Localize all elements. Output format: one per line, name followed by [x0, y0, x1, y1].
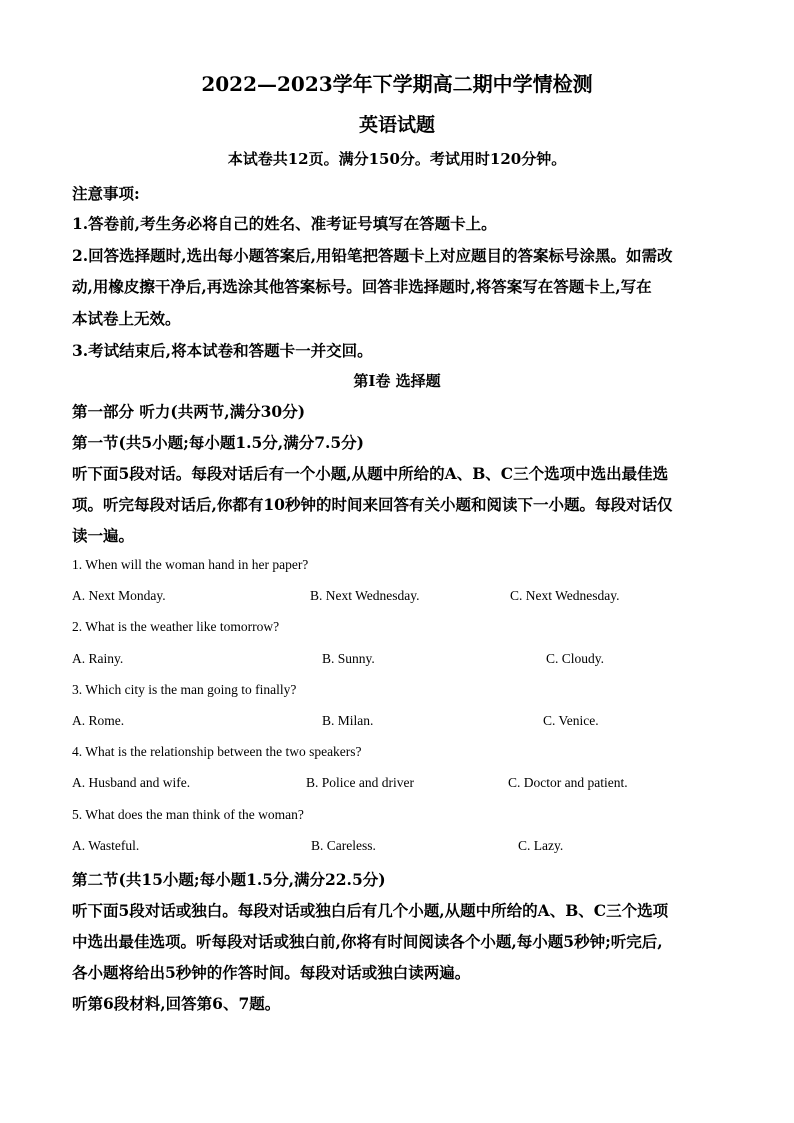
notice-item-2-line-1: 2.回答选择题时,选出每小题答案后,用铅笔把答题卡上对应题目的答案标号涂黑。如需改 — [72, 246, 673, 265]
question-4-option-a: A. Husband and wife. — [72, 775, 191, 790]
question-5: 5. What does the man think of the woman? — [72, 807, 304, 822]
question-5-option-b: B. Careless. — [311, 838, 376, 853]
section2-heading: 第二节(共15小题;每小题1.5分,满分22.5分) — [72, 870, 386, 889]
question-3-option-a: A. Rome. — [72, 713, 125, 728]
section1-instruction-line-1: 听下面5段对话。每段对话后有一个小题,从题中所给的A、B、C三个选项中选出最佳选 — [72, 464, 669, 483]
section1-heading: 第一节(共5小题;每小题1.5分,满分7.5分) — [72, 433, 365, 452]
question-2: 2. What is the weather like tomorrow? — [72, 619, 280, 634]
question-4-option-b: B. Police and driver — [306, 775, 414, 790]
section1-instruction-line-3: 读一遍。 — [72, 526, 135, 545]
notice-item-3: 3.考试结束后,将本试卷和答题卡一并交回。 — [72, 341, 373, 360]
section2-instruction-line-3: 各小题将给出5秒钟的作答时间。每段对话或独白读两遍。 — [72, 963, 471, 982]
section1-instruction-line-2: 项。听完每段对话后,你都有10秒钟的时间来回答有关小题和阅读下一小题。每段对话仅 — [72, 495, 673, 514]
question-3-option-c: C. Venice. — [543, 713, 599, 728]
volume-heading: 第Ⅰ卷 选择题 — [353, 372, 441, 390]
exam-info: 本试卷共12页。满分150分。考试用时120分钟。 — [227, 150, 567, 168]
question-2-option-a: A. Rainy. — [72, 651, 124, 666]
question-2-option-c: C. Cloudy. — [546, 651, 605, 666]
exam-title: 2022—2023学年下学期高二期中学情检测 — [201, 72, 593, 96]
section2-instruction-line-2: 中选出最佳选项。听每段对话或独白前,你将有时间阅读各个小题,每小题5秒钟;听完后, — [72, 932, 663, 951]
question-1-option-a: A. Next Monday. — [72, 588, 166, 603]
question-1-option-c: C. Next Wednesday. — [510, 588, 620, 603]
question-1: 1. When will the woman hand in her paper? — [72, 557, 309, 572]
question-2-option-b: B. Sunny. — [322, 651, 375, 666]
question-4: 4. What is the relationship between the two speakers? — [72, 744, 362, 759]
question-5-option-a: A. Wasteful. — [72, 838, 140, 853]
question-5-option-c: C. Lazy. — [518, 838, 564, 853]
notice-item-2-line-2: 动,用橡皮擦干净后,再选涂其他答案标号。回答非选择题时,将答案写在答题卡上,写在 — [72, 277, 652, 296]
part1-heading: 第一部分 听力(共两节,满分30分) — [72, 402, 306, 421]
question-1-option-b: B. Next Wednesday. — [310, 588, 420, 603]
material-6-heading: 听第6段材料,回答第6、7题。 — [72, 994, 281, 1013]
notice-item-1: 1.答卷前,考生务必将自己的姓名、准考证号填写在答题卡上。 — [72, 214, 497, 233]
subject-title: 英语试题 — [358, 114, 435, 136]
notice-item-2-line-3: 本试卷上无效。 — [72, 309, 181, 328]
notice-heading: 注意事项: — [72, 184, 140, 203]
question-3: 3. Which city is the man going to finally? — [72, 682, 297, 697]
question-4-option-c: C. Doctor and patient. — [508, 775, 628, 790]
section2-instruction-line-1: 听下面5段对话或独白。每段对话或独白后有几个小题,从题中所给的A、B、C三个选项 — [72, 901, 669, 920]
question-3-option-b: B. Milan. — [322, 713, 374, 728]
